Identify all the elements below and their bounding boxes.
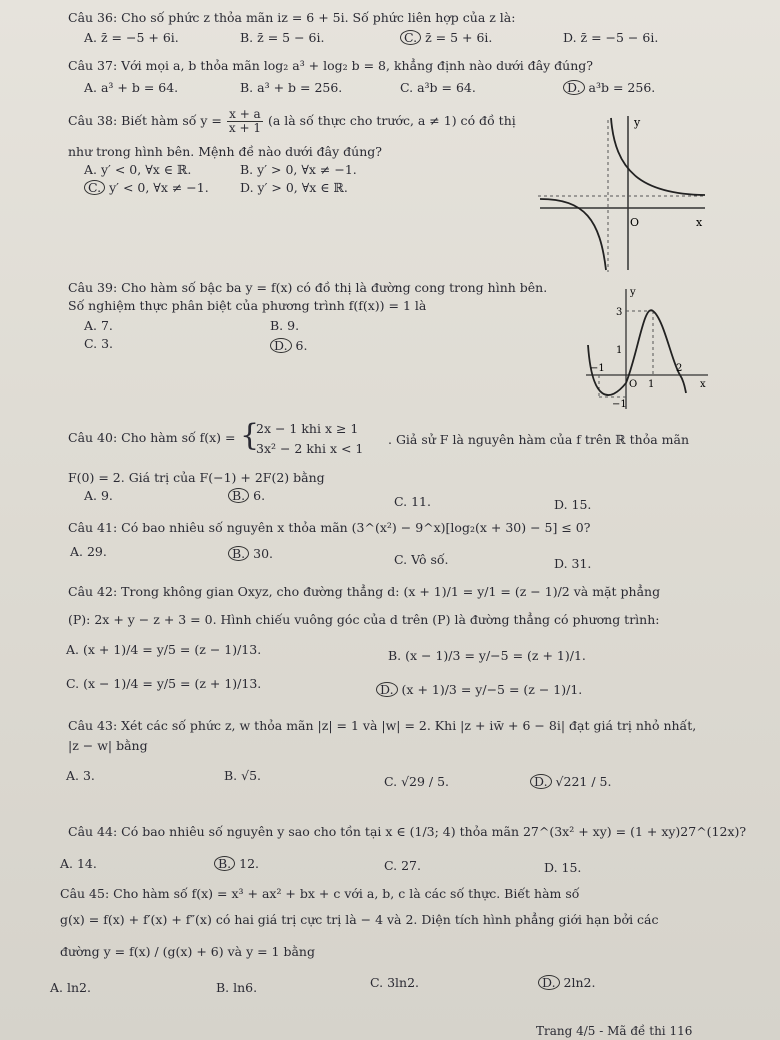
- q38-stem-3: như trong hình bên. Mệnh đề nào dưới đây đúng?: [68, 144, 382, 159]
- q40-option-d: D. 15.: [554, 497, 592, 512]
- q44-option-d: D. 15.: [544, 860, 582, 875]
- q41-b-circle-mark: B.: [228, 546, 249, 561]
- q43-stem-2: |z − w| bằng: [68, 738, 148, 753]
- q43-stem-1: Câu 43: Xét các số phức z, w thỏa mãn |z| = 1 và |w| = 2. Khi |z + iw̄ + 6 − 8i| đạt giá trị nhỏ nhất,: [68, 718, 697, 733]
- q43-option-d: [530, 774, 611, 789]
- q41-option-d: D. 31.: [554, 556, 592, 571]
- q42-stem-2: (P): 2x + y − z + 3 = 0. Hình chiếu vuông góc của d trên (P) là đường thẳng có phương trình:: [68, 612, 660, 627]
- q42-d-equation: (x + 1)/1 = y/1 = (z − 1)/2: [403, 584, 570, 599]
- q41-option-c: C. Vô số.: [394, 552, 449, 567]
- q39-graph-y-label: y: [630, 287, 636, 298]
- q38-graph-o-label: O: [630, 216, 640, 229]
- q38-option-c: [84, 180, 209, 195]
- q45-d-body: 2ln2.: [563, 975, 596, 990]
- q36-option-c: [400, 30, 492, 45]
- q40-b-circle-mark: B.: [228, 488, 249, 503]
- page-footer: Trang 4/5 - Mã đề thi 116: [536, 1024, 693, 1038]
- q37-option-d: [563, 80, 655, 95]
- q40-case-2: 3x² − 2 khi x < 1: [256, 441, 364, 456]
- q42-stem-1b: và mặt phẳng: [573, 584, 661, 599]
- q39-graph-x-label: x: [700, 379, 706, 390]
- q38-curve-left-branch: [540, 199, 606, 270]
- q42-option-c: C. (x − 1)/4 = y/5 = (z + 1)/13.: [66, 676, 262, 691]
- q38-fraction: [227, 108, 263, 135]
- q39-option-c: C. 3.: [84, 336, 113, 351]
- q39-option-d: [270, 338, 307, 353]
- q43-d-body: √221 / 5.: [555, 774, 612, 789]
- q39-graph-tick-ym1: −1: [612, 399, 627, 410]
- q44-option-a: A. 14.: [60, 856, 97, 871]
- q44-option-b: [214, 856, 259, 871]
- q39-d-circle-mark: D.: [270, 338, 292, 353]
- q42-option-d: [376, 682, 582, 697]
- q39-graph-tick-1: 1: [616, 345, 623, 356]
- q38-stem-line1: [68, 108, 516, 135]
- q38-stem-1: Câu 38: Biết hàm số y =: [68, 113, 222, 128]
- q45-option-d: [538, 975, 595, 990]
- q45-option-a: A. ln2.: [50, 980, 91, 995]
- q41-stem: Câu 41: Có bao nhiêu số nguyên x thỏa mãn (3^(x²) − 9^x)[log₂(x + 30) − 5] ≤ 0?: [68, 520, 591, 535]
- q40-b-body: 6.: [253, 488, 266, 503]
- q37-stem: Câu 37: Với mọi a, b thỏa mãn log₂ a³ + log₂ b = 8, khẳng định nào dưới đây đúng?: [68, 58, 593, 73]
- q38-c-body: y′ < 0, ∀x ≠ −1.: [109, 180, 209, 195]
- q39-option-b: B. 9.: [270, 318, 300, 333]
- q43-option-a: A. 3.: [66, 768, 95, 783]
- q39-stem-1: Câu 39: Cho hàm số bậc ba y = f(x) có đồ thị là đường cong trong hình bên.: [68, 280, 548, 295]
- q38-option-a: A. y′ < 0, ∀x ∈ ℝ.: [84, 162, 192, 177]
- q37-option-a: A. a³ + b = 64.: [84, 80, 179, 95]
- q40-stem-3: F(0) = 2. Giá trị của F(−1) + 2F(2) bằng: [68, 470, 325, 485]
- q38-curve-right-branch: [611, 118, 705, 195]
- q42-option-b: B. (x − 1)/3 = y/−5 = (z + 1)/1.: [388, 648, 586, 663]
- q39-graph-origin: O: [629, 379, 638, 390]
- q43-d-circle-mark: D.: [530, 774, 552, 789]
- q44-b-circle-mark: B.: [214, 856, 235, 871]
- q38-option-d: D. y′ > 0, ∀x ∈ ℝ.: [240, 180, 348, 195]
- q36-stem: Câu 36: Cho số phức z thỏa mãn iz = 6 + 5i. Số phức liên hợp của z là:: [68, 10, 516, 25]
- q37-d-body: a³b = 256.: [588, 80, 656, 95]
- q45-option-c: C. 3ln2.: [370, 975, 419, 990]
- q36-option-b: B. z̄ = 5 − 6i.: [240, 30, 325, 45]
- q42-d-body: (x + 1)/3 = y/−5 = (z − 1)/1.: [401, 682, 583, 697]
- q41-option-a: A. 29.: [70, 544, 107, 559]
- q45-stem-3: đường y = f(x) / (g(x) + 6) và y = 1 bằng: [60, 944, 315, 959]
- q44-stem: Câu 44: Có bao nhiêu số nguyên y sao cho tồn tại x ∈ (1/3; 4) thỏa mãn 27^(3x² + xy) = (1 + xy)27^(12x)?: [68, 824, 747, 839]
- q36-option-d: D. z̄ = −5 − 6i.: [563, 30, 659, 45]
- q39-cubic-graph: [582, 283, 712, 413]
- q39-d-body: 6.: [295, 338, 308, 353]
- q38-hyperbola-graph: [530, 110, 710, 275]
- q40-brace: {: [240, 418, 260, 453]
- q41-option-b: [228, 546, 273, 561]
- q45-stem-1: Câu 45: Cho hàm số f(x) = x³ + ax² + bx + c với a, b, c là các số thực. Biết hàm số: [60, 886, 580, 901]
- q45-option-b: B. ln6.: [216, 980, 258, 995]
- q36-c-circle-mark: C.: [400, 30, 421, 45]
- q43-option-c: C. √29 / 5.: [384, 774, 450, 789]
- q38-graph-y-label: y: [634, 116, 641, 129]
- q39-graph-tick-xm1: −1: [590, 363, 605, 374]
- q42-d-circle-mark: D.: [376, 682, 398, 697]
- q43-option-b: B. √5.: [224, 768, 262, 783]
- q39-graph-tick-x1: 1: [648, 379, 655, 390]
- q39-stem-2: Số nghiệm thực phân biệt của phương trình f(f(x)) = 1 là: [68, 298, 427, 313]
- q36-option-a: A. z̄ = −5 + 6i.: [84, 30, 179, 45]
- q40-case-1: 2x − 1 khi x ≥ 1: [256, 421, 359, 436]
- q44-b-body: 12.: [239, 856, 260, 871]
- q37-d-circle-mark: D.: [563, 80, 585, 95]
- q39-graph-tick-2: 2: [676, 363, 683, 374]
- q40-stem-2: . Giả sử F là nguyên hàm của f trên ℝ thỏa mãn: [388, 432, 690, 447]
- q45-d-circle-mark: D.: [538, 975, 560, 990]
- q41-b-body: 30.: [253, 546, 274, 561]
- q39-graph-tick-3: 3: [616, 307, 623, 318]
- q40-option-b: [228, 488, 265, 503]
- q38-graph-x-label: x: [696, 216, 703, 229]
- q38-stem-2: (a là số thực cho trước, a ≠ 1) có đồ thị: [267, 113, 516, 128]
- q40-option-c: C. 11.: [394, 494, 431, 509]
- q37-option-b: B. a³ + b = 256.: [240, 80, 343, 95]
- q38-c-circle-mark: C.: [84, 180, 105, 195]
- q42-stem-1: Câu 42: Trong không gian Oxyz, cho đường thẳng d:: [68, 584, 400, 599]
- q40-stem-1: Câu 40: Cho hàm số f(x) =: [68, 430, 236, 445]
- q44-option-c: C. 27.: [384, 858, 421, 873]
- q40-option-a: A. 9.: [84, 488, 113, 503]
- q42-option-a: A. (x + 1)/4 = y/5 = (z − 1)/13.: [66, 642, 262, 657]
- q37-option-c: C. a³b = 64.: [400, 80, 476, 95]
- q42-stem-line1: [68, 584, 660, 599]
- q38-frac-den: x + 1: [228, 121, 261, 135]
- q45-stem-2: g(x) = f(x) + f′(x) + f″(x) có hai giá trị cực trị là − 4 và 2. Diện tích hình phẳng giới hạn bởi các: [60, 912, 659, 927]
- q38-option-b: B. y′ > 0, ∀x ≠ −1.: [240, 162, 357, 177]
- q38-frac-num: x + a: [227, 108, 263, 122]
- q39-option-a: A. 7.: [84, 318, 113, 333]
- q36-c-body: z̄ = 5 + 6i.: [425, 30, 493, 45]
